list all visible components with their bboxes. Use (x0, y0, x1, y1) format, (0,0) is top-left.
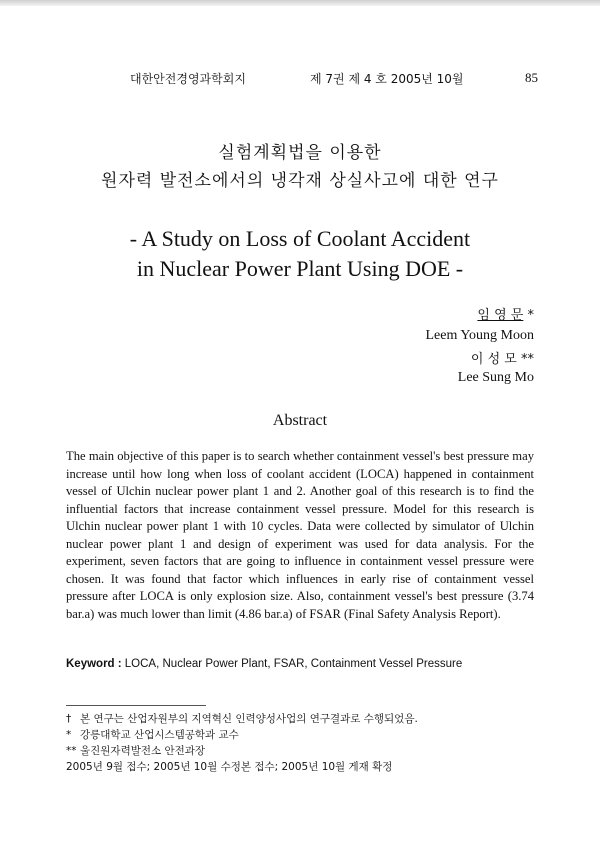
author-2-korean (471, 348, 534, 367)
footnote-mark: * (66, 729, 72, 741)
abstract-body: The main objective of this paper is to search whether containment vessel's best pressure may increase until how long when loss of coolant accident (LOCA) happened in containment vessel of Ulchin nuclear power plant 1 and 2. Another goal of this research is to find the influential factors that increase containment vessel pressure. Model for this research is Ulchin nuclear power plant 1 with 10 cycles. Data were collected by simulator of Ulchin nuclear power plant 1 and design of experiment was used for data analysis. For the experiment, seven factors that are going to influence in containment vessel pressure were chosen. It was found that factor which influences in early rise of containment vessel pressure after LOCA is only explosion size. Also, containment vessel's best pressure (3.74 bar.a) was much lower than limit (4.86 bar.a) of FSAR (Final Safety Analysis Report). (66, 449, 534, 621)
author-1-mark: * (523, 308, 534, 323)
footnote-text: 2005년 9월 접수; 2005년 10월 수정본 접수; 2005년 10월 게재 확정 (66, 761, 393, 773)
footnotes (66, 711, 546, 775)
author-1-korean (477, 304, 534, 323)
author-1-english: Leem Young Moon (425, 328, 534, 343)
scan-edge (0, 0, 600, 6)
journal-name: 대한안전경영과학회지 (130, 72, 246, 86)
footnote-funding (66, 711, 546, 727)
footnote-author-2 (66, 743, 546, 759)
keywords (66, 658, 546, 670)
abstract-heading: Abstract (272, 412, 328, 429)
footnote-text: 울진원자력발전소 안전과장 (80, 745, 206, 757)
author-1-name-ko: 임 영 문 (477, 308, 524, 323)
footnote-dates (66, 759, 546, 775)
footnote-text: 강릉대학교 산업시스템공학과 교수 (80, 729, 239, 741)
footnote-divider (66, 705, 206, 706)
footnote-mark: † (66, 713, 72, 725)
author-2-english: Lee Sung Mo (457, 370, 534, 385)
author-2-mark: ** (516, 352, 534, 367)
korean-title-line-1: 실험계획법을 이용한 (218, 143, 382, 163)
english-title-line-2: in Nuclear Power Plant Using DOE - (136, 256, 464, 281)
footnote-author-1 (66, 727, 546, 743)
author-2-name-ko: 이 성 모 (470, 352, 517, 367)
keyword-label: Keyword : (66, 658, 122, 670)
footnote-mark: ** (66, 745, 77, 757)
page-number: 85 (525, 70, 538, 85)
korean-title-line-2: 원자력 발전소에서의 냉각재 상실사고에 대한 연구 (101, 171, 499, 191)
issue-info: 제 7권 제 4 호 2005년 10월 (310, 72, 464, 86)
keyword-text: LOCA, Nuclear Power Plant, FSAR, Containment Vessel Pressure (121, 658, 463, 670)
running-header (130, 70, 538, 86)
english-title-line-1: - A Study on Loss of Coolant Accident (129, 226, 471, 251)
footnote-text: 본 연구는 산업자원부의 지역혁신 인력양성사업의 연구결과로 수행되었음. (80, 713, 418, 725)
